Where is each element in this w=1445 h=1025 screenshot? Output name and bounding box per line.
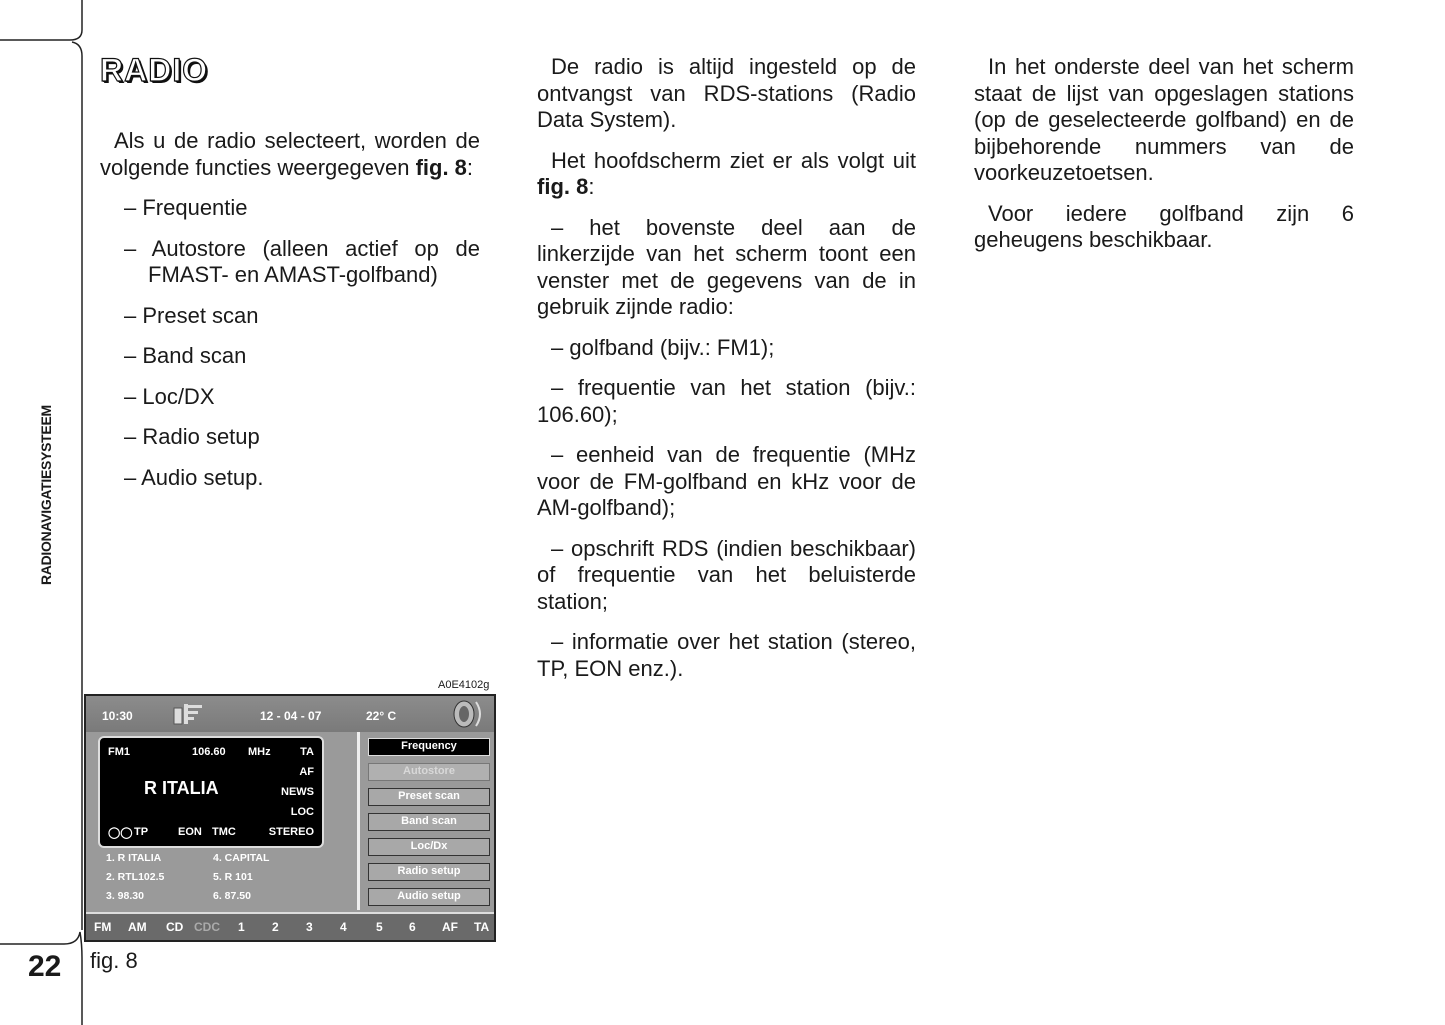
list-item: – Loc/DX <box>124 383 215 409</box>
paragraph: Het hoofdscherm ziet er als volgt uit fig. 8: <box>537 147 916 199</box>
paragraph: Voor iedere golfband zijn 6 geheugens beschikbaar. <box>974 200 1354 252</box>
preset-item[interactable]: 4. CAPITAL <box>213 852 270 864</box>
figure-caption: fig. 8 <box>90 948 138 973</box>
menu-preset-scan[interactable]: Preset scan <box>368 788 490 806</box>
list-item: – Autostore (alleen actief op de FMAST- en AMAST-golfband) <box>124 235 480 287</box>
column-2 <box>537 54 916 696</box>
list-item: – eenheid van de frequentie (MHz voor de FM-golfband en kHz voor de AM-golfband); <box>537 442 916 520</box>
paragraph: In het onderste deel van het scherm staat de lijst van opgeslagen stations (op de geselecteerde golfband) en de bijbehorende nummers van de voorkeuzetoetsen. <box>974 54 1354 185</box>
fig-reference: fig. 8 <box>415 154 467 180</box>
column-1 <box>100 128 480 505</box>
flag-stereo: STEREO <box>268 826 314 838</box>
flag-eon: EON <box>178 826 202 838</box>
flag-tp: TP <box>134 826 149 838</box>
list-item: – Frequentie <box>124 195 248 220</box>
flag-news: NEWS <box>281 786 314 798</box>
flag-tmc: TMC <box>212 826 236 838</box>
menu-radio-setup[interactable]: Radio setup <box>368 863 490 881</box>
intro-paragraph: Als u de radio selecteert, worden de volgende functies weergegeven fig. 8: <box>100 128 480 180</box>
page-number: 22 <box>28 950 62 983</box>
radio-screen-figure <box>84 694 496 942</box>
list-item: – Audio setup. <box>124 464 264 490</box>
paragraph: De radio is altijd ingesteld op de ontvangst van RDS-stations (Radio Data System). <box>537 54 916 132</box>
radio-info-window <box>98 736 324 848</box>
preset-item[interactable]: 5. R 101 <box>213 871 253 883</box>
band-label: FM1 <box>108 746 130 758</box>
menu-frequency[interactable]: Frequency <box>368 738 490 756</box>
preset-button-5[interactable]: 5 <box>376 920 383 934</box>
screen-divider <box>357 732 360 910</box>
preset-button-4[interactable]: 4 <box>340 920 347 934</box>
preset-button-3[interactable]: 3 <box>306 920 313 934</box>
tab-am[interactable]: AM <box>128 920 147 934</box>
af-button[interactable]: AF <box>442 920 458 934</box>
list-item: – Radio setup <box>124 424 260 449</box>
list-item: – Band scan <box>124 343 247 368</box>
preset-item[interactable]: 2. RTL102.5 <box>106 871 165 883</box>
preset-item[interactable]: 6. 87.50 <box>213 890 251 902</box>
speaker-icon <box>446 698 486 733</box>
flag-ta: TA <box>300 746 314 758</box>
preset-item[interactable]: 1. R ITALIA <box>106 852 162 864</box>
tab-cd[interactable]: CD <box>166 920 184 934</box>
list-item: – opschrift RDS (indien beschikbaar) of frequentie van het beluisterde station; <box>537 535 916 614</box>
list-item: – frequentie van het station (bijv.: 106.60); <box>537 375 916 427</box>
tab-cdc[interactable]: CDC <box>194 920 220 934</box>
dolby-icon: ◯◯ <box>108 827 133 839</box>
flag-af: AF <box>299 766 314 778</box>
tab-fm[interactable]: FM <box>94 920 112 934</box>
flag-loc: LOC <box>290 806 314 818</box>
fig-reference: fig. 8 <box>537 174 589 199</box>
menu-autostore[interactable]: Autostore <box>368 763 490 781</box>
list-item: – Preset scan <box>124 302 259 328</box>
list-item: – het bovenste deel aan de linkerzijde van het scherm toont een venster met de gegevens van de in gebruik zijnde radio: <box>537 214 916 319</box>
preset-button-1[interactable]: 1 <box>238 920 245 934</box>
preset-item[interactable]: 3. 98.30 <box>106 890 144 902</box>
temperature: 22° C <box>366 709 397 723</box>
column-3 <box>974 54 1354 268</box>
page-title: RADIO <box>100 52 209 88</box>
preset-button-2[interactable]: 2 <box>272 920 279 934</box>
section-label: RADIONAVIGATIESYSTEEM <box>38 405 54 585</box>
list-item: – informatie over het station (stereo, TP, EON enz.). <box>537 629 916 681</box>
date: 12 - 04 - 07 <box>260 709 322 723</box>
menu-band-scan[interactable]: Band scan <box>368 813 490 831</box>
list-item: – golfband (bijv.: FM1); <box>551 334 775 360</box>
ta-button[interactable]: TA <box>474 920 490 934</box>
preset-button-6[interactable]: 6 <box>409 920 416 934</box>
frequency-unit: MHz <box>248 746 271 758</box>
menu-audio-setup[interactable]: Audio setup <box>368 888 490 906</box>
station-name: R ITALIA <box>144 778 219 798</box>
screen-bottom-bar <box>86 912 494 942</box>
screen-top-bar <box>86 696 494 732</box>
menu-loc-dx[interactable]: Loc/Dx <box>368 838 490 856</box>
frequency-value: 106.60 <box>192 746 226 758</box>
phone-signal-icon <box>172 702 204 729</box>
clock: 10:30 <box>102 709 133 723</box>
figure-code: A0E4102g <box>438 679 490 691</box>
